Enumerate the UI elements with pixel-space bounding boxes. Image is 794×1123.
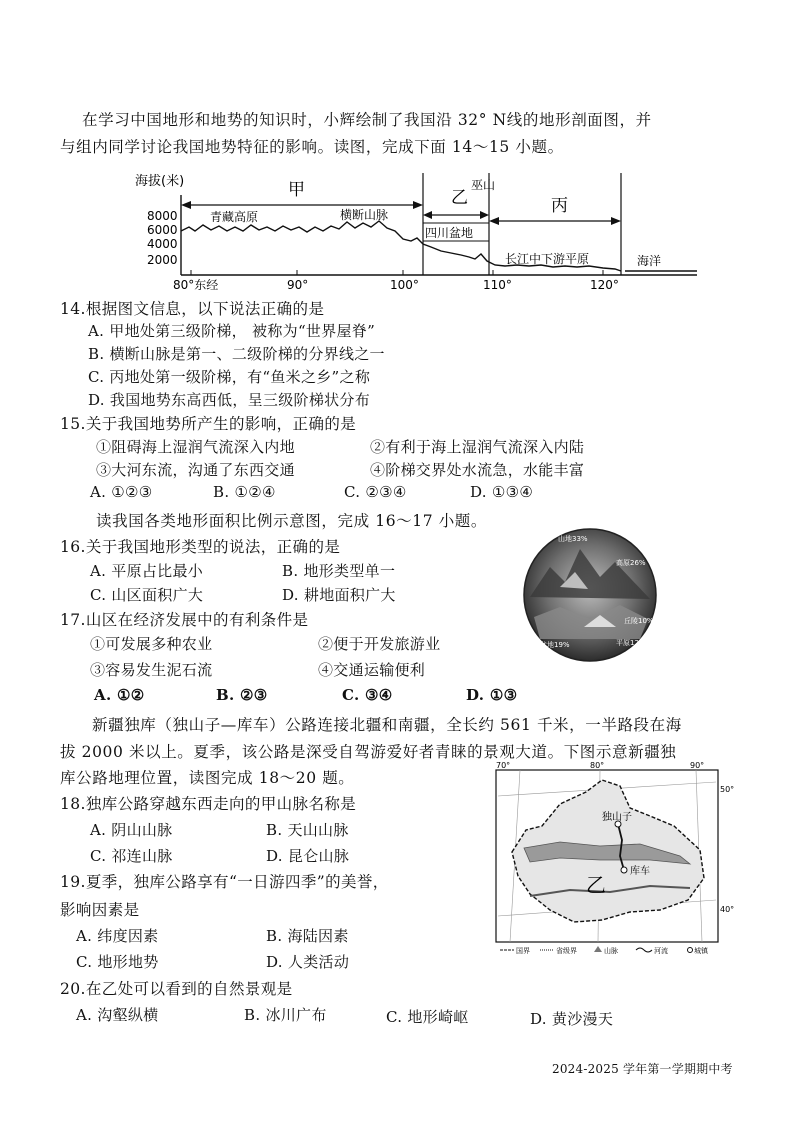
label-hengduan: 横断山脉 — [340, 208, 389, 222]
q19-option-b: B. 海陆因素 — [266, 927, 349, 945]
q16-stem: 16.关于我国地形类型的说法，正确的是 — [60, 538, 341, 556]
q16-option-a: A. 平原占比最小 — [90, 562, 204, 580]
q17-item-4: ④交通运输便利 — [318, 661, 426, 679]
region-label-yi: 乙 — [451, 188, 468, 208]
q14-option-d: D. 我国地势东高西低，呈三级阶梯状分布 — [88, 391, 371, 409]
q15-option-a: A. ①②③ — [90, 483, 153, 501]
landform-area-figure — [520, 527, 660, 663]
q20-option-c: C. 地形崎岖 — [386, 1008, 469, 1026]
q20-option-b: B. 冰川广布 — [244, 1006, 327, 1024]
terrain-profile-figure — [125, 165, 700, 295]
q15-item-2: ②有利于海上湿润气流深入内陆 — [370, 438, 585, 456]
pie-label-plain: 平原12% — [616, 639, 646, 647]
q19-option-d: D. 人类活动 — [266, 953, 350, 971]
pie-label-basin: 盆地19% — [540, 641, 570, 649]
map-tick-90: 90° — [690, 761, 705, 770]
q17-option-b: B. ②③ — [216, 686, 268, 704]
q17-item-3: ③容易发生泥石流 — [90, 661, 213, 679]
label-qingzang: 青藏高原 — [210, 210, 259, 224]
q20-option-d: D. 黄沙漫天 — [530, 1010, 614, 1028]
q17-item-2: ②便于开发旅游业 — [318, 635, 441, 653]
xtick: 90° — [287, 278, 309, 292]
xtick: 100° — [390, 278, 419, 292]
legend-river: 河流 — [654, 947, 668, 955]
legend-mountain: 山脉 — [604, 947, 618, 955]
legend-town: 城镇 — [694, 947, 708, 955]
q15-stem: 15.关于我国地势所产生的影响，正确的是 — [60, 415, 357, 433]
q17-option-c: C. ③④ — [342, 686, 393, 704]
q15-item-4: ④阶梯交界处水流急，水能丰富 — [370, 461, 585, 479]
intro-3-line-2: 拔 2000 米以上。夏季，该公路是深受自驾游爱好者青睐的景观大道。下图示意新疆独 — [60, 743, 677, 761]
map-label-dushanzi: 独山子 — [602, 812, 632, 823]
q14-option-c: C. 丙地处第一级阶梯，有“鱼米之乡”之称 — [88, 368, 371, 386]
legend-province: 省级界 — [556, 947, 577, 955]
pie-label-mountain: 山地33% — [558, 535, 588, 543]
map-tick-80: 80° — [590, 761, 605, 770]
q17-item-1: ①可发展多种农业 — [90, 635, 213, 653]
q20-stem: 20.在乙处可以看到的自然景观是 — [60, 980, 293, 998]
map-tick-50: 50° — [720, 785, 735, 794]
intro-3-line-3: 库公路地理位置，读图完成 18～20 题。 — [60, 769, 355, 787]
label-wushan: 巫山 — [471, 178, 496, 192]
xtick: 80°东经 — [173, 278, 219, 292]
map-tick-70: 70° — [496, 761, 511, 770]
xtick: 110° — [483, 278, 512, 292]
ytick: 2000 — [147, 253, 178, 267]
label-sichuan: 四川盆地 — [425, 226, 474, 240]
intro-2: 读我国各类地形面积比例示意图，完成 16～17 小题。 — [96, 512, 488, 530]
xinjiang-map-figure — [490, 760, 740, 955]
q19-option-c: C. 地形地势 — [76, 953, 159, 971]
q19-option-a: A. 纬度因素 — [76, 927, 159, 945]
q16-option-d: D. 耕地面积广大 — [282, 586, 396, 604]
q14-option-b: B. 横断山脉是第一、二级阶梯的分界线之一 — [88, 345, 385, 363]
q17-option-a: A. ①② — [94, 686, 145, 704]
profile-ylabel: 海拔(米) — [135, 174, 185, 189]
q17-option-d: D. ①③ — [466, 686, 518, 704]
label-changjiang: 长江中下游平原 — [505, 252, 590, 266]
q14-option-a: A. 甲地处第三级阶梯， 被称为“世界屋脊” — [88, 322, 376, 340]
region-label-jia: 甲 — [288, 180, 305, 200]
q18-option-c: C. 祁连山脉 — [90, 847, 173, 865]
map-tick-40: 40° — [720, 905, 735, 914]
xtick: 120° — [590, 278, 619, 292]
q19-stem-line-1: 19.夏季，独库公路享有“一日游四季”的美誉， — [60, 873, 389, 891]
q19-stem-line-2: 影响因素是 — [60, 901, 140, 919]
q15-option-b: B. ①②④ — [213, 483, 276, 501]
label-haiyang: 海洋 — [637, 254, 662, 268]
ytick: 4000 — [147, 237, 178, 251]
q14-stem: 14.根据图文信息，以下说法正确的是 — [60, 300, 325, 318]
pie-label-hills: 丘陵10% — [624, 617, 654, 625]
page-footer: 2024-2025 学年第一学期期中考 — [552, 1062, 733, 1076]
intro-line-2: 与组内同学讨论我国地势特征的影响。读图，完成下面 14～15 小题。 — [60, 138, 564, 156]
map-label-yi: 乙 — [586, 873, 606, 897]
ytick: 8000 — [147, 209, 178, 223]
q18-option-a: A. 阴山山脉 — [90, 821, 173, 839]
q15-option-d: D. ①③④ — [470, 483, 534, 501]
q16-option-c: C. 山区面积广大 — [90, 586, 204, 604]
q18-option-b: B. 天山山脉 — [266, 821, 349, 839]
ytick: 6000 — [147, 223, 178, 237]
legend-border: 国界 — [516, 947, 530, 955]
q15-option-c: C. ②③④ — [344, 483, 407, 501]
q17-stem: 17.山区在经济发展中的有利条件是 — [60, 611, 309, 629]
q15-item-3: ③大河东流，沟通了东西交通 — [96, 461, 295, 479]
q16-option-b: B. 地形类型单一 — [282, 562, 396, 580]
map-label-kuche: 库车 — [630, 866, 650, 877]
intro-3-line-1: 新疆独库（独山子—库车）公路连接北疆和南疆，全长约 561 千米，一半路段在海 — [92, 716, 682, 734]
q18-stem: 18.独库公路穿越东西走向的甲山脉名称是 — [60, 795, 357, 813]
intro-line-1: 在学习中国地形和地势的知识时，小辉绘制了我国沿 32° N线的地形剖面图，并 — [82, 111, 652, 129]
q20-option-a: A. 沟壑纵横 — [76, 1006, 159, 1024]
q15-item-1: ①阻碍海上湿润气流深入内地 — [96, 438, 295, 456]
region-label-bing: 丙 — [551, 196, 568, 216]
q18-option-d: D. 昆仑山脉 — [266, 847, 350, 865]
pie-label-plateau: 高原26% — [616, 559, 646, 567]
